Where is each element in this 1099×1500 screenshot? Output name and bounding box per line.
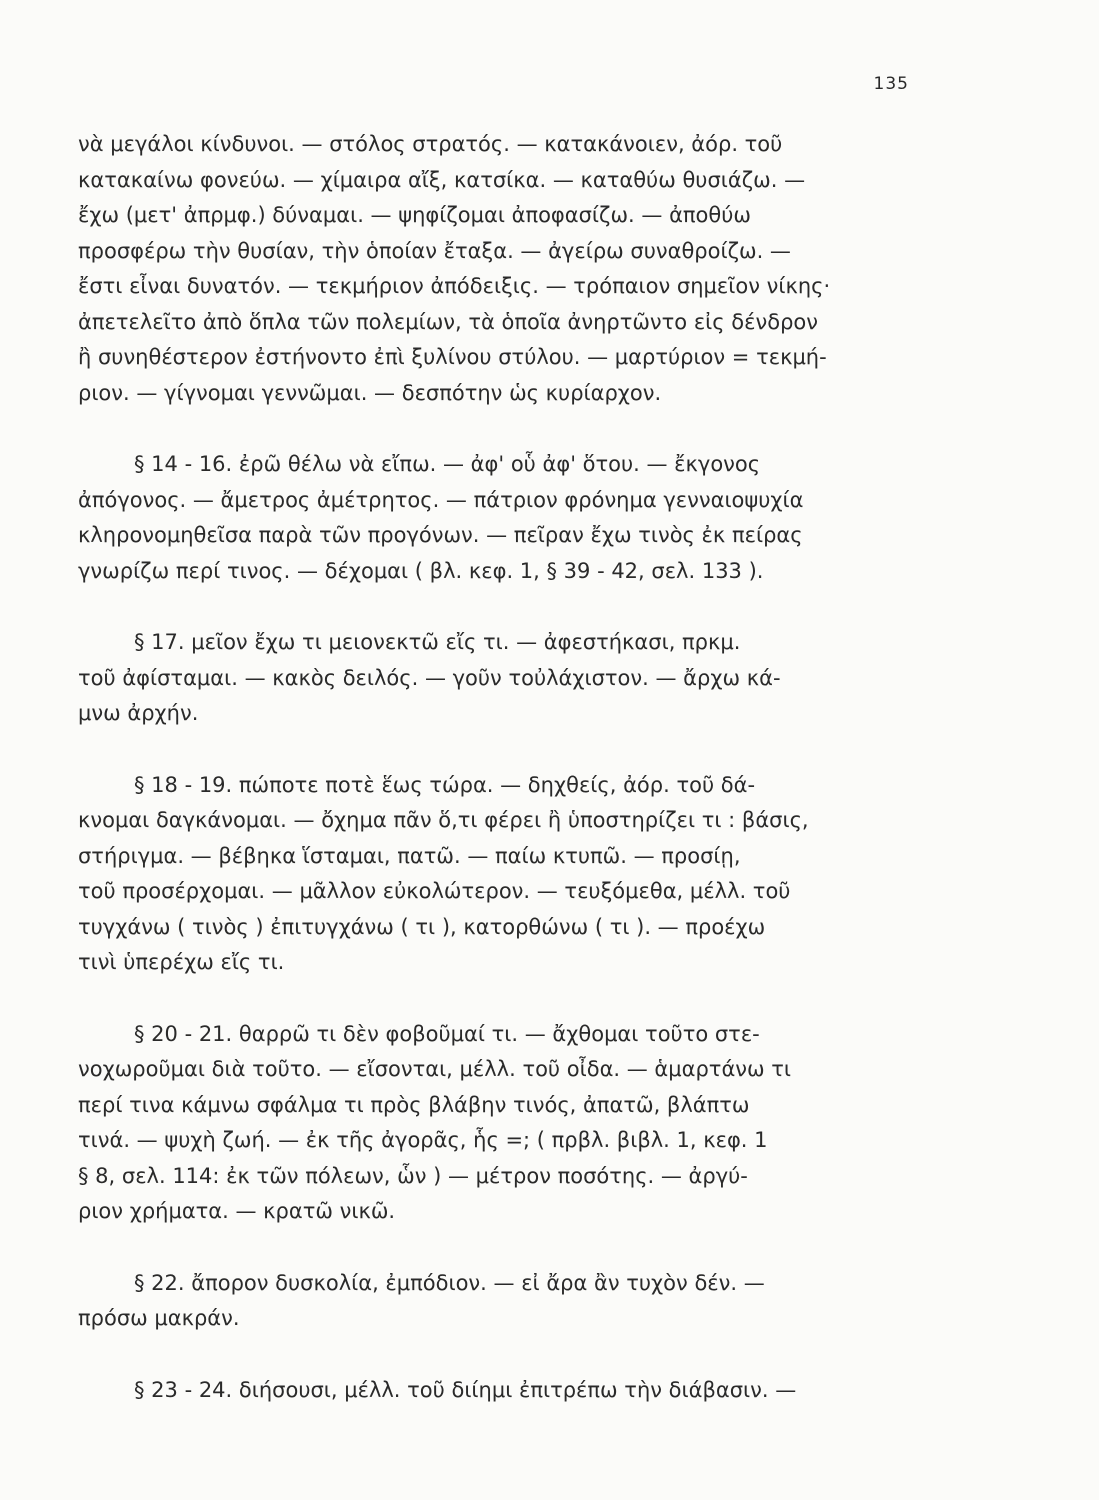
- text-line: § 17. μεῖον ἔχω τι μειονεκτῶ εἴς τι. — ἀφεστήκασι, πρκμ.: [134, 630, 741, 654]
- text-line: § 20 - 21. θαρρῶ τι δὲν φοβοῦμαί τι. — ἄχθομαι τοῦτο στε-: [134, 1021, 760, 1046]
- text-line: ριον χρήματα. — κρατῶ νικῶ.: [78, 1199, 396, 1223]
- text-line: κληρονομηθεῖσα παρὰ τῶν προγόνων. — πεῖραν ἔχω τινὸς ἐκ πείρας: [78, 523, 803, 547]
- paragraph-17: [78, 625, 922, 732]
- text-line: § 22. ἄπορον δυσκολία, ἐμπόδιον. — εἰ ἄρα ἂν τυχὸν δέν. —: [134, 1270, 765, 1295]
- text-line: γνωρίζω περί τινος. — δέχομαι ( βλ. κεφ. 1, § 39 - 42, σελ. 133 ).: [78, 558, 764, 583]
- text-line: κνομαι δαγκάνομαι. — ὄχημα πᾶν ὅ,τι φέρει ἢ ὑποστηρίζει τι : βάσις,: [78, 808, 809, 832]
- text-line: στήριγμα. — βέβηκα ἵσταμαι, πατῶ. — παίω κτυπῶ. — προσίῃ,: [78, 843, 741, 868]
- paragraph-14-16: [78, 447, 922, 589]
- text-line: νοχωροῦμαι διὰ τοῦτο. — εἴσονται, μέλλ. τοῦ οἶδα. — ἁμαρτάνω τι: [78, 1057, 792, 1081]
- text-line: ἀπετελεῖτο ἀπὸ ὅπλα τῶν πολεμίων, τὰ ὁποῖα ἀνηρτῶντο εἰς δένδρον: [78, 309, 818, 334]
- text-line: § 14 - 16. ἐρῶ θέλω νὰ εἴπω. — ἀφ' οὗ ἀφ' ὅτου. — ἔκγονος: [134, 452, 761, 476]
- paragraph-20-21: [78, 1017, 922, 1230]
- text-line: μνω ἀρχήν.: [78, 701, 199, 725]
- text-line: ἔστι εἶναι δυνατόν. — τεκμήριον ἀπόδειξις. — τρόπαιον σημεῖον νίκης·: [78, 274, 831, 298]
- text-line: τοῦ ἀφίσταμαι. — κακὸς δειλός. — γοῦν τοὐλάχιστον. — ἄρχω κά-: [78, 665, 781, 690]
- text-line: τινά. — ψυχὴ ζωή. — ἐκ τῆς ἀγορᾶς, ἧς =; ( πρβλ. βιβλ. 1, κεφ. 1: [78, 1128, 768, 1152]
- text-line: § 18 - 19. πώποτε ποτὲ ἕως τώρα. — δηχθείς, ἀόρ. τοῦ δά-: [134, 772, 756, 797]
- text-line: ἢ συνηθέστερον ἐστήνοντο ἐπὶ ξυλίνου στύλου. — μαρτύριον = τεκμή-: [78, 345, 827, 369]
- text-line: ριον. — γίγνομαι γεννῶμαι. — δεσπότην ὡς κυρίαρχον.: [78, 380, 662, 405]
- paragraph-18-19: [78, 768, 922, 981]
- text-line: πρόσω μακράν.: [78, 1306, 240, 1330]
- text-line: § 23 - 24. διήσουσι, μέλλ. τοῦ διίημι ἐπιτρέπω τὴν διάβασιν. —: [134, 1377, 797, 1402]
- text-line: νὰ μεγάλοι κίνδυνοι. — στόλος στρατός. — κατακάνοιεν, ἀόρ. τοῦ: [78, 132, 783, 156]
- paragraph-1: [78, 127, 922, 411]
- text-line: § 8, σελ. 114: ἐκ τῶν πόλεων, ὧν ) — μέτρον ποσότης. — ἀργύ-: [78, 1163, 748, 1188]
- text-line: τυγχάνω ( τινὸς ) ἐπιτυγχάνω ( τι ), κατορθώνω ( τι ). — προέχω: [78, 914, 766, 939]
- paragraph-23-24: [78, 1373, 922, 1409]
- text-line: ἀπόγονος. — ἄμετρος ἀμέτρητος. — πάτριον φρόνημα γενναιοψυχία: [78, 487, 804, 512]
- text-line: ἔχω (μετ' ἀπρμφ.) δύναμαι. — ψηφίζομαι ἀποφασίζω. — ἀποθύω: [78, 203, 751, 227]
- text-line: τοῦ προσέρχομαι. — μᾶλλον εὐκολώτερον. — τευξόμεθα, μέλλ. τοῦ: [78, 879, 791, 903]
- paragraph-22: [78, 1266, 922, 1337]
- text-line: προσφέρω τὴν θυσίαν, τὴν ὁποίαν ἔταξα. — ἀγείρω συναθροίζω. —: [78, 238, 791, 263]
- text-line: τινὶ ὑπερέχω εἴς τι.: [78, 950, 285, 974]
- page-number: 135: [873, 74, 909, 94]
- glossary-text: [78, 127, 922, 1408]
- text-line: περί τινα κάμνω σφάλμα τι πρὸς βλάβην τινός, ἀπατῶ, βλάπτω: [78, 1092, 750, 1117]
- text-line: κατακαίνω φονεύω. — χίμαιρα αἴξ, κατσίκα. — καταθύω θυσιάζω. —: [78, 167, 806, 192]
